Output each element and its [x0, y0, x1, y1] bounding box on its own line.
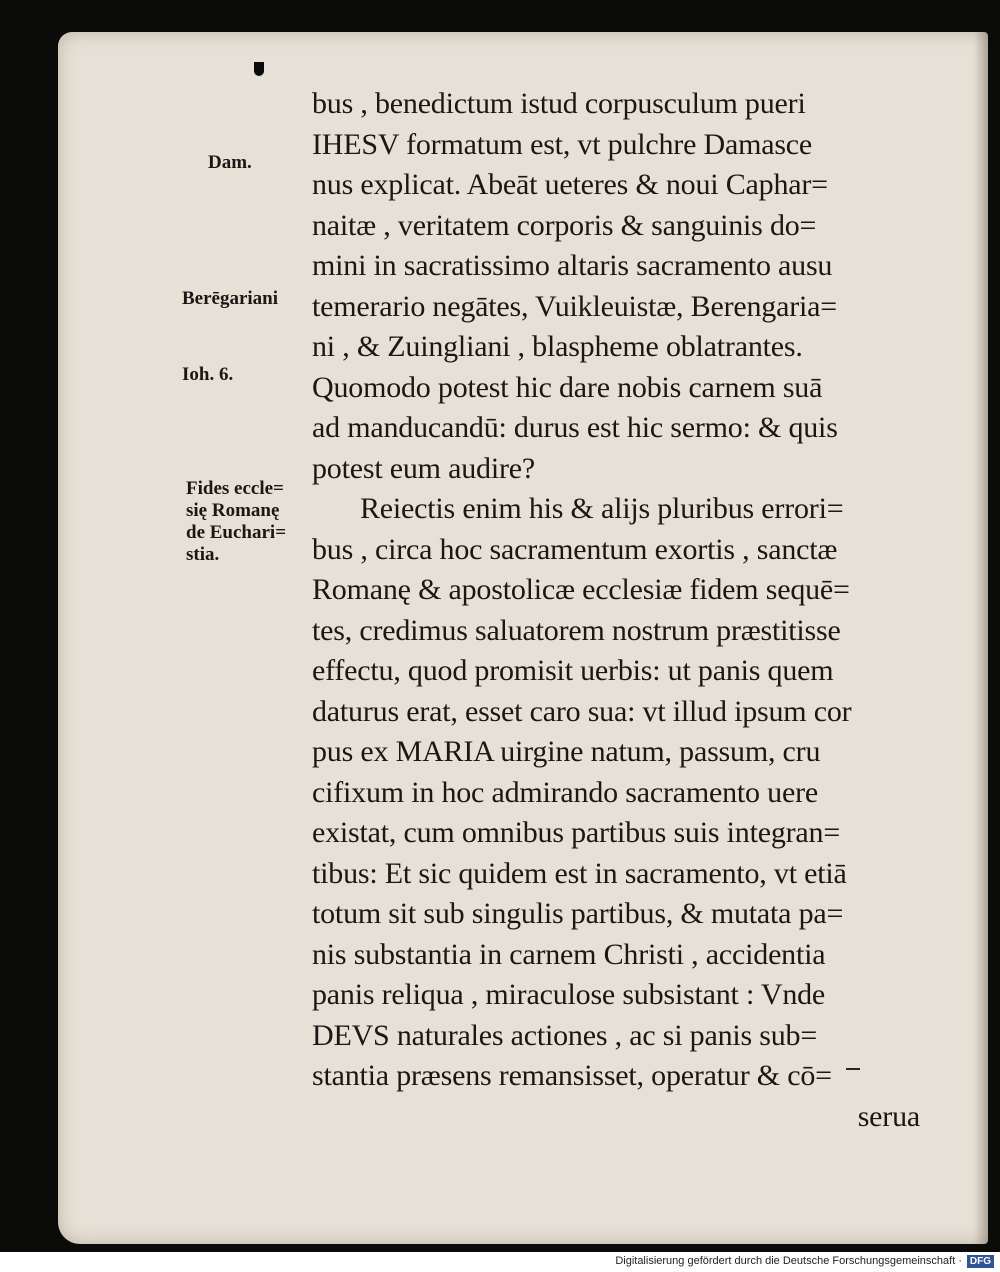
text-line: totum sit sub singulis partibus, & mutata pa=: [312, 897, 844, 930]
footer-credit: Digitalisierung gefördert durch die Deutsche Forschungsgemeinschaft ·: [615, 1255, 962, 1267]
text-line: ni , & Zuingliani , blaspheme oblatrantes.: [312, 330, 803, 363]
text-line: pus ex MARIA uirgine natum, passum, cru: [312, 735, 821, 768]
footer-bar: [0, 1252, 1000, 1272]
dfg-logo[interactable]: DFG: [967, 1255, 994, 1268]
margin-note-dam: Dam.: [208, 152, 252, 173]
text-line: cifixum in hoc admirando sacramento uere: [312, 775, 818, 809]
text-line: panis reliqua , miraculose subsistant : Vnde: [312, 978, 826, 1011]
text-line: existat, cum omnibus partibus suis integran=: [312, 816, 841, 849]
body-text: [312, 84, 932, 1137]
margin-note-beregariani: Berēgariani: [182, 288, 279, 309]
text-line: ad manducandū: durus est hic sermo: & quis: [312, 411, 838, 444]
text-line: nus explicat. Abeāt ueteres & noui Caphar=: [312, 168, 828, 201]
text-line: IHESV formatum est, vt pulchre Damasce: [312, 127, 813, 161]
text-line: Quomodo potest hic dare nobis carnem suā: [312, 370, 823, 404]
text-line: effectu, quod promisit uerbis: ut panis quem: [312, 654, 834, 687]
text-line: temerario negātes, Vuikleuistæ, Berengaria=: [312, 289, 837, 323]
bottom-mark: [846, 1068, 860, 1070]
text-line: tes, credimus saluatorem nostrum præstitisse: [312, 613, 841, 647]
margin-note-fides-4: stia.: [186, 544, 220, 565]
text-line: bus , benedictum istud corpusculum pueri: [312, 87, 806, 120]
text-line: potest eum audire?: [312, 451, 535, 485]
catchword: serua: [857, 1099, 920, 1133]
text-line: daturus erat, esset caro sua: vt illud ipsum cor: [312, 694, 852, 728]
page-edge-shadow: [974, 32, 988, 1244]
margin-note-ioh: Ioh. 6.: [182, 364, 234, 385]
text-line: Romanę & apostolicæ ecclesiæ fidem sequē=: [312, 573, 850, 606]
page-notch: [254, 62, 264, 76]
margin-note-fides-2: się Romanę: [186, 500, 280, 521]
margin-note-fides-3: de Euchari=: [186, 522, 287, 543]
text-line: naitæ , veritatem corporis & sanguinis do=: [312, 208, 817, 242]
text-line: stantia præsens remansisset, operatur & cō=: [312, 1059, 832, 1092]
text-line: nis substantia in carnem Christi , accidentia: [312, 937, 826, 971]
text-line: Reiectis enim his & alijs pluribus errori=: [360, 492, 844, 525]
margin-note-fides-1: Fides eccle=: [186, 478, 284, 499]
text-line: mini in sacratissimo altaris sacramento ausu: [312, 249, 833, 282]
text-line: tibus: Et sic quidem est in sacramento, vt etiā: [312, 856, 847, 890]
text-line: DEVS naturales actiones , ac si panis sub=: [312, 1018, 818, 1052]
text-line: bus , circa hoc sacramentum exortis , sanctæ: [312, 532, 838, 566]
